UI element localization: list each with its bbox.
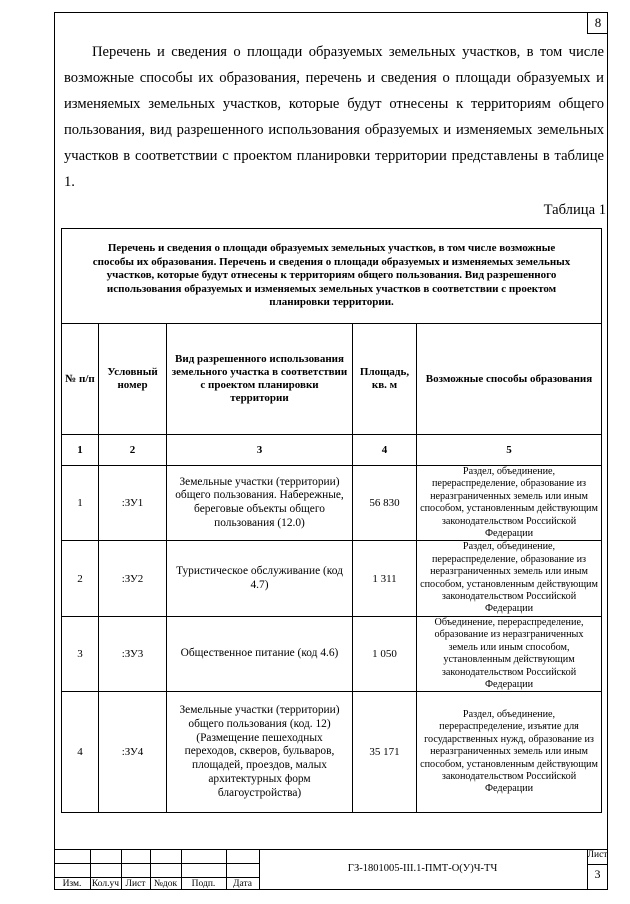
- row-area: 56 830: [353, 466, 417, 541]
- row-number: 1: [62, 466, 99, 541]
- column-number: 5: [417, 435, 602, 466]
- document-code: ГЗ-1801005-III.1-ПМТ-О(У)Ч-ТЧ: [347, 863, 498, 874]
- column-numbers-row: [62, 435, 602, 466]
- row-id: :ЗУ1: [99, 466, 167, 541]
- column-number: 2: [99, 435, 167, 466]
- row-number: 2: [62, 541, 99, 616]
- table-caption: Перечень и сведения о площади образуемых земельных участков, в том числе возможные способы их образования. Перечень и сведения о площади образуемых и изменяемых земельных участков, которые будут отнесены к территориям общего пользования. Вид разрешенного использования образуемых и изменяемых земельных участков в соответствии с проектом планировки территории.: [62, 229, 602, 324]
- row-number: 3: [62, 616, 99, 691]
- table-header-row: [62, 324, 602, 435]
- header-area: Площадь, кв. м: [353, 324, 417, 435]
- stamp-label-sheet: Лист: [125, 879, 146, 889]
- row-number: 4: [62, 692, 99, 813]
- row-id: :ЗУ2: [99, 541, 167, 616]
- column-number: 4: [353, 435, 417, 466]
- row-area: 1 050: [353, 616, 417, 691]
- header-id: Условный номер: [99, 324, 167, 435]
- row-use: Туристическое обслуживание (код 4.7): [167, 541, 353, 616]
- table-row: [62, 616, 602, 691]
- stamp-label-doc: №док: [153, 879, 178, 889]
- stamp-label-count: Кол.уч: [91, 879, 120, 889]
- title-block-stamp: [54, 849, 608, 890]
- table-label: Таблица 1: [543, 202, 606, 218]
- row-use: Земельные участки (территории) общего пользования. Набережные, береговые объекты общего пользования (12.0): [167, 466, 353, 541]
- sheet-label: Лист: [587, 850, 608, 860]
- row-way: Раздел, объединение, перераспределение, изъятие для государственных нужд, образование из неразграниченных земель или иным способом, установленным действующим законодательством Российской Федерации: [417, 692, 602, 813]
- row-area: 1 311: [353, 541, 417, 616]
- land-plots-table: [61, 228, 602, 813]
- row-use: Общественное питание (код 4.6): [167, 616, 353, 691]
- row-area: 35 171: [353, 692, 417, 813]
- page-number: 8: [587, 12, 608, 34]
- table-row: [62, 541, 602, 616]
- header-use: Вид разрешенного использования земельного участка в соответствии с проектом планировки территории: [167, 324, 353, 435]
- row-way: Объединение, перераспределение, образование из неразграниченных земель или иным способом, установленным действующим законодательством Российской Федерации: [417, 616, 602, 691]
- row-way: Раздел, объединение, перераспределение, образование из неразграниченных земель или иным способом, установленным действующим законодательством Российской Федерации: [417, 466, 602, 541]
- row-use: Земельные участки (территории) общего пользования (код. 12) (Размещение пешеходных переходов, скверов, бульваров, площадей, проездов, малых архитектурных форм благоустройства): [167, 692, 353, 813]
- header-way: Возможные способы образования: [417, 324, 602, 435]
- column-number: 3: [167, 435, 353, 466]
- sheet-number: 3: [594, 867, 601, 881]
- row-way: Раздел, объединение, перераспределение, образование из неразграниченных земель или иным способом, установленным действующим законодательством Российской Федерации: [417, 541, 602, 616]
- table-row: [62, 466, 602, 541]
- stamp-label-signature: Подп.: [191, 879, 216, 889]
- column-number: 1: [62, 435, 99, 466]
- row-id: :ЗУ3: [99, 616, 167, 691]
- table-row: [62, 692, 602, 813]
- stamp-label-date: Дата: [233, 879, 252, 889]
- row-id: :ЗУ4: [99, 692, 167, 813]
- stamp-label-change: Изм.: [62, 879, 82, 889]
- header-number: № п/п: [62, 324, 99, 435]
- intro-paragraph: Перечень и сведения о площади образуемых земельных участков, в том числе возможные способы их образования, перечень и сведения о площади образуемых и изменяемых земельных участков, которые будут отнесены к территориям общего пользования, вид разрешенного использования образуемых и изменяемых земельных участков в соответствии с проектом планировки территории представлены в таблице 1.: [64, 44, 604, 190]
